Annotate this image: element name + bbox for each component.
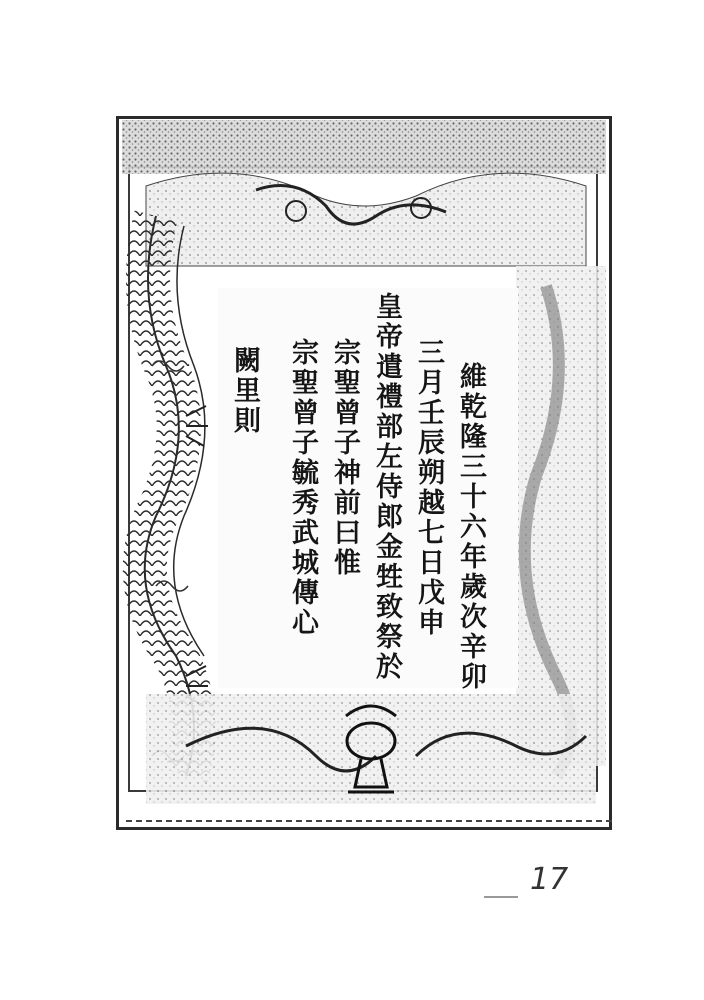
page-number: 17 [530, 862, 569, 897]
text-column-3: 皇帝遣禮部左侍郎金甡致祭於 [371, 292, 402, 682]
text-column-1: 維乾隆三十六年歲次辛卯 [455, 362, 486, 692]
text-column-5: 宗聖曾子毓秀武城傳心 [287, 338, 318, 638]
bottom-rule [126, 820, 612, 822]
text-column-6: 闕里則 [229, 346, 260, 436]
text-column-4: 宗聖曾子神前曰惟 [329, 338, 360, 578]
pencil-mark [484, 870, 518, 898]
text-column-2: 三月壬辰朔越七日戊申 [413, 338, 444, 638]
